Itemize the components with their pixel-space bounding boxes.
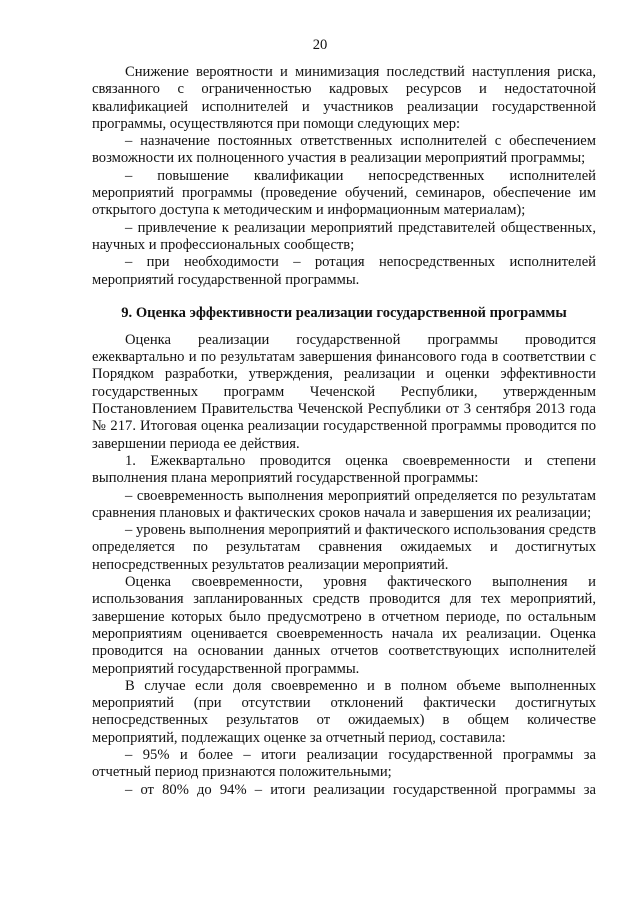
paragraph-risk-measures-intro: Снижение вероятности и минимизация последствий наступления риска, связанного с ограниченностью кадровых ресурсов и недостаточной квалификацией исполнителей и участников реализации государственной программы, осуществляются при помощи следующих мер: — [92, 64, 596, 132]
paragraph-assessment-scope: Оценка своевременности, уровня фактического выполнения и использования запланированных средств проводится для тех мероприятий, завершение которых было предусмотрено в отчетном периоде, по остальным мероприятиям оценивается своевременность начала их реализации. Оценка проводится на основании данных отчетов соответствующих исполнителей мероприятий государственной программы. — [92, 574, 596, 677]
paragraph-share-condition: В случае если доля своевременно и в полном объеме выполненных мероприятий (при отсутствии отклонений фактически достигнутых непосредственных результатов от ожидаемых) в общем количестве мероприятий, подлежащих оценке за отчетный период, составила: — [92, 677, 596, 746]
paragraph-quarterly-assessment: 1. Ежеквартально проводится оценка своевременности и степени выполнения плана мероприятий государственной программы: — [92, 452, 596, 487]
list-item-timeliness: – своевременность выполнения мероприятий определяется по результатам сравнения плановых и фактических сроков начала и завершения их реализации; — [92, 487, 596, 521]
list-item-qualification: – повышение квалификации непосредственных исполнителей мероприятий программы (проведение обучений, семинаров, обеспечение им открытого доступа к методическим и информационным материалам); — [92, 167, 596, 219]
list-item-involvement: – привлечение к реализации мероприятий представителей общественных, научных и профессиональных сообществ; — [92, 219, 596, 253]
page-number: 20 — [312, 37, 328, 53]
list-item-rotation: – при необходимости – ротация непосредственных исполнителей мероприятий государственной программы. — [92, 254, 596, 288]
list-item-95-percent: – 95% и более – итоги реализации государственной программы за отчетный период признаются положительными; — [92, 746, 596, 781]
list-item-80-94-percent: – от 80% до 94% – итоги реализации государственной программы за — [125, 781, 596, 798]
paragraph-assessment-intro: Оценка реализации государственной программы проводится ежеквартально и по результатам завершения финансового года в соответствии с Порядком разработки, утверждения, реализации и оценки эффективности государственных программ Чеченской Республики, утвержденным Постановлением Правительства Чеченской Республики от 3 сентября 2013 года № 217. Итоговая оценка реализации государственной программы проводится по завершении периода ее действия. — [92, 331, 596, 452]
list-item-permanent-executors: – назначение постоянных ответственных исполнителей с обеспечением возможности их полноценного участия в реализации мероприятий программы; — [92, 133, 596, 167]
section-heading: 9. Оценка эффективности реализации государственной программы — [121, 304, 567, 321]
document-body — [92, 64, 596, 799]
list-item-execution-level: – уровень выполнения мероприятий и фактического использования средств определяется по результатам сравнения ожидаемых и достигнутых непосредственных результатов реализации мероприятий. — [92, 522, 596, 573]
